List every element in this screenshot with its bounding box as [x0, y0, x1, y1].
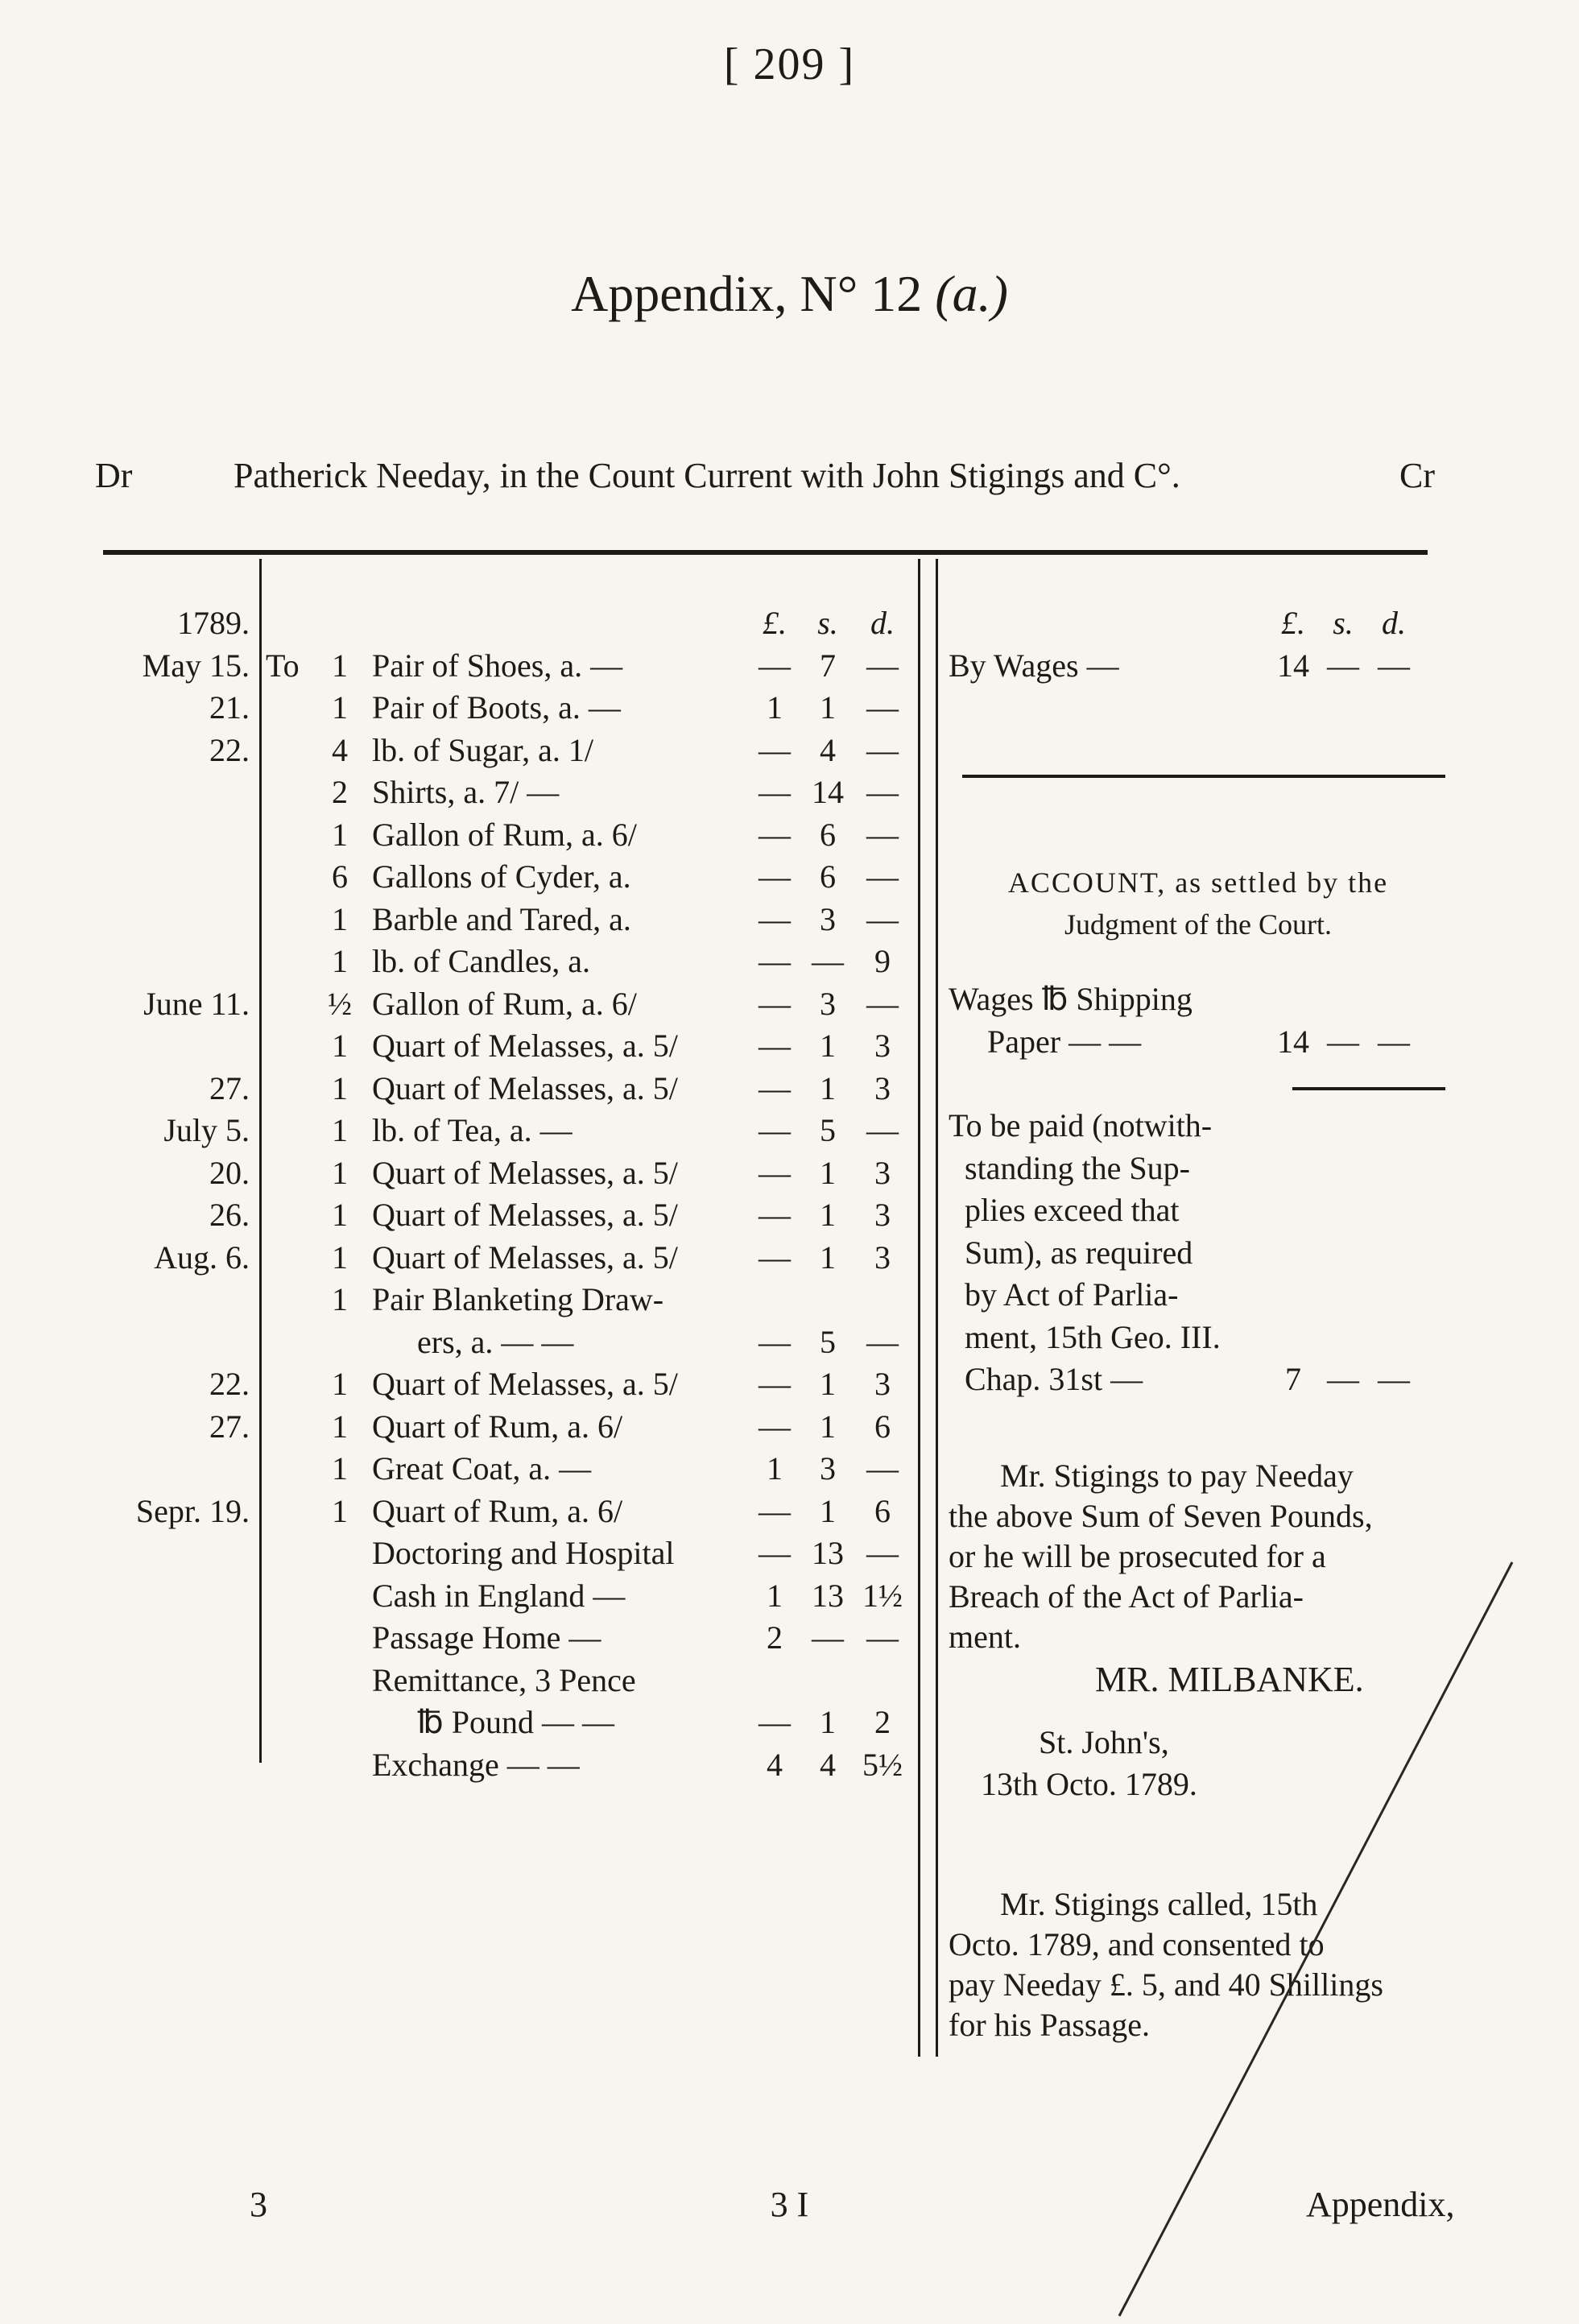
- debit-pence: 5½: [862, 1746, 903, 1783]
- debit-shillings: 6: [820, 816, 836, 853]
- debit-pounds: —: [758, 647, 791, 684]
- debit-description: ers, a. — —: [417, 1323, 574, 1360]
- settlement-heading-line1: ACCOUNT, as settled by the: [1007, 866, 1389, 899]
- judgment-date: 13th Octo. 1789.: [981, 1766, 1197, 1802]
- footer-number: 3 I: [770, 2185, 809, 2224]
- judgment-line: Breach of the Act of Parlia-: [949, 1578, 1304, 1615]
- debit-date: 21.: [209, 689, 250, 726]
- debit-pence: —: [866, 985, 899, 1022]
- to-be-paid-pence: —: [1378, 1361, 1410, 1397]
- debit-description: Quart of Melasses, a. 5/: [372, 1239, 678, 1276]
- debit-description: Great Coat, a. —: [372, 1450, 592, 1487]
- debit-description: Quart of Melasses, a. 5/: [372, 1069, 678, 1106]
- debit-shillings: 1: [820, 1704, 836, 1740]
- debit-date: May 15.: [142, 647, 250, 684]
- debit-date: July 5.: [163, 1112, 250, 1148]
- debit-pence: 3: [874, 1366, 891, 1402]
- debit-description: Barble and Tared, a.: [372, 900, 631, 937]
- credit-pounds-heading: £.: [1281, 605, 1305, 641]
- debit-shillings: 3: [820, 1450, 836, 1487]
- debit-quantity: 1: [332, 1239, 348, 1276]
- debit-shillings: 5: [820, 1112, 836, 1148]
- debit-pence: —: [866, 731, 899, 768]
- debit-shillings: 1: [820, 1154, 836, 1191]
- debit-pounds: —: [758, 816, 791, 853]
- debit-quantity: 1: [332, 1112, 348, 1148]
- debit-pounds: 1: [767, 1450, 783, 1487]
- debit-shillings: —: [812, 1619, 844, 1656]
- debit-pence: —: [866, 689, 899, 726]
- debit-pounds: 2: [767, 1619, 783, 1656]
- debit-pounds-heading: £.: [763, 605, 787, 641]
- wages-pounds: 14: [1277, 1023, 1309, 1060]
- debit-shillings: 5: [820, 1323, 836, 1360]
- debit-quantity: 1: [332, 1069, 348, 1106]
- debit-pence: 2: [874, 1704, 891, 1740]
- debit-date: 26.: [209, 1197, 250, 1233]
- debit-pounds: —: [758, 985, 791, 1022]
- debit-shillings: 13: [812, 1577, 844, 1614]
- debit-shillings: 1: [820, 1197, 836, 1233]
- debit-description: Gallons of Cyder, a.: [372, 858, 631, 895]
- debit-pounds: —: [758, 1028, 791, 1064]
- debit-shillings: 14: [812, 774, 844, 810]
- debit-description: Doctoring and Hospital: [372, 1535, 675, 1571]
- debit-pounds: —: [758, 774, 791, 810]
- debit-pence: —: [866, 1112, 899, 1148]
- debit-pence: 9: [874, 943, 891, 979]
- debit-pounds: 4: [767, 1746, 783, 1783]
- debit-shillings: 1: [820, 1069, 836, 1106]
- debit-description: Gallon of Rum, a. 6/: [372, 816, 637, 853]
- wages-pence: —: [1378, 1023, 1410, 1060]
- credit-shillings-heading: s.: [1333, 605, 1354, 641]
- debit-pence: 3: [874, 1197, 891, 1233]
- debit-shillings: 6: [820, 858, 836, 895]
- debit-quantity: 1: [332, 816, 348, 853]
- debit-description: Quart of Melasses, a. 5/: [372, 1028, 678, 1064]
- debit-shillings: 3: [820, 985, 836, 1022]
- debit-pence: 3: [874, 1069, 891, 1106]
- debit-description: Quart of Rum, a. 6/: [372, 1408, 623, 1445]
- debit-quantity: 1: [332, 900, 348, 937]
- debit-pounds: —: [758, 1197, 791, 1233]
- debit-shillings: 1: [820, 1028, 836, 1064]
- debit-description: Quart of Melasses, a. 5/: [372, 1366, 678, 1402]
- debit-description: Quart of Melasses, a. 5/: [372, 1197, 678, 1233]
- debit-description: Exchange — —: [372, 1746, 580, 1783]
- note-line: pay Needay £. 5, and 40 Shillings: [949, 1966, 1383, 2003]
- debit-prefix: To: [266, 647, 300, 684]
- note-line: Octo. 1789, and consented to: [949, 1926, 1325, 1962]
- debit-quantity: 1: [332, 1366, 348, 1402]
- debit-pounds: 1: [767, 689, 783, 726]
- debit-shillings: 1: [820, 1408, 836, 1445]
- to-be-paid-text: ment, 15th Geo. III.: [965, 1318, 1221, 1355]
- page-number: [ 209 ]: [723, 39, 856, 89]
- debit-pounds: —: [758, 731, 791, 768]
- debit-quantity: 6: [332, 858, 348, 895]
- debit-pounds: —: [758, 1408, 791, 1445]
- debit-quantity: 1: [332, 1492, 348, 1529]
- debit-shillings: 13: [812, 1535, 844, 1571]
- debit-shillings: 1: [820, 689, 836, 726]
- debit-description: lb. of Candles, a.: [372, 943, 591, 979]
- to-be-paid-shillings: —: [1327, 1361, 1359, 1397]
- debit-shillings: 4: [820, 731, 836, 768]
- debit-description: lb. of Sugar, a. 1/: [372, 731, 594, 768]
- debit-date: 22.: [209, 731, 250, 768]
- debit-pence-heading: d.: [870, 605, 895, 641]
- debit-quantity: 1: [332, 943, 348, 979]
- debit-shillings: 7: [820, 647, 836, 684]
- debit-date: 27.: [209, 1069, 250, 1106]
- note-line: Mr. Stigings called, 15th: [1000, 1886, 1318, 1922]
- settlement-heading-line2: Judgment of the Court.: [1064, 908, 1332, 941]
- debit-date: 27.: [209, 1408, 250, 1445]
- debit-pounds: —: [758, 1535, 791, 1571]
- signature-mark: 3: [250, 2185, 267, 2224]
- debit-pence: 1½: [862, 1577, 903, 1614]
- debit-pence: —: [866, 1450, 899, 1487]
- debit-date: 22.: [209, 1366, 250, 1402]
- debit-quantity: 1: [332, 647, 348, 684]
- judge-signature: MR. MILBANKE.: [1095, 1660, 1364, 1699]
- debit-quantity: 1: [332, 1408, 348, 1445]
- debit-quantity: 1: [332, 1028, 348, 1064]
- catchword: Appendix,: [1306, 2185, 1455, 2224]
- judgment-line: or he will be prosecuted for a: [949, 1538, 1326, 1574]
- to-be-paid-text: plies exceed that: [965, 1192, 1180, 1228]
- debit-pence: —: [866, 647, 899, 684]
- debit-date: Aug. 6.: [154, 1239, 250, 1276]
- wages-shillings: —: [1327, 1023, 1359, 1060]
- debit-pounds: —: [758, 1323, 791, 1360]
- judgment-line: Mr. Stigings to pay Needay: [1000, 1458, 1354, 1494]
- debit-quantity: 2: [332, 774, 348, 810]
- debit-pence: —: [866, 858, 899, 895]
- judgment-place: St. John's,: [1039, 1724, 1169, 1760]
- debit-description: ℔ Pound — —: [417, 1704, 614, 1740]
- debit-quantity: 1: [332, 1281, 348, 1317]
- debit-pence: 3: [874, 1154, 891, 1191]
- debit-pounds: 1: [767, 1577, 783, 1614]
- debit-pence: —: [866, 900, 899, 937]
- debit-shillings: —: [812, 943, 844, 979]
- debit-shillings-heading: s.: [817, 605, 838, 641]
- debit-date: June 11.: [143, 985, 250, 1022]
- debit-description: Passage Home —: [372, 1619, 601, 1656]
- debit-pounds: —: [758, 943, 791, 979]
- debit-pounds: —: [758, 1112, 791, 1148]
- debit-pounds: —: [758, 858, 791, 895]
- wages-line2: Paper — —: [987, 1023, 1142, 1060]
- debit-pence: —: [866, 774, 899, 810]
- title-suffix: (a.): [935, 265, 1008, 322]
- debit-shillings: 1: [820, 1492, 836, 1529]
- wages-line1: Wages ℔ Shipping: [949, 981, 1193, 1017]
- debit-quantity: 1: [332, 689, 348, 726]
- debit-description: Pair Blanketing Draw-: [372, 1281, 664, 1317]
- debit-quantity: 1: [332, 1197, 348, 1233]
- judgment-line: ment.: [949, 1619, 1021, 1655]
- debit-pence: —: [866, 816, 899, 853]
- credit-pence-heading: d.: [1382, 605, 1406, 641]
- debit-shillings: 4: [820, 1746, 836, 1783]
- debit-pence: —: [866, 1619, 899, 1656]
- debit-description: Pair of Boots, a. —: [372, 689, 621, 726]
- debit-pence: 3: [874, 1239, 891, 1276]
- debit-pounds: —: [758, 1069, 791, 1106]
- debit-pounds: —: [758, 1492, 791, 1529]
- debit-shillings: 3: [820, 900, 836, 937]
- debit-date: 20.: [209, 1154, 250, 1191]
- to-be-paid-text: Sum), as required: [965, 1234, 1193, 1271]
- debit-pence: 3: [874, 1028, 891, 1064]
- debit-pounds: —: [758, 1704, 791, 1740]
- debit-date: 1789.: [177, 605, 250, 641]
- judgment-line: the above Sum of Seven Pounds,: [949, 1498, 1373, 1534]
- to-be-paid-text: standing the Sup-: [965, 1149, 1190, 1186]
- debit-pence: —: [866, 1535, 899, 1571]
- debit-description: Quart of Rum, a. 6/: [372, 1492, 623, 1529]
- to-be-paid-text: Chap. 31st —: [965, 1361, 1143, 1397]
- credit-entry-pence: —: [1378, 647, 1410, 684]
- debtor-abbrev: Dr: [95, 456, 133, 495]
- debit-description: Quart of Melasses, a. 5/: [372, 1154, 678, 1191]
- debit-description: Pair of Shoes, a. —: [372, 647, 623, 684]
- account-heading: Patherick Needay, in the Count Current with John Stigings and C°.: [234, 456, 1180, 495]
- to-be-paid-text: by Act of Parlia-: [965, 1276, 1179, 1313]
- debit-description: Shirts, a. 7/ —: [372, 774, 560, 810]
- debit-pence: —: [866, 1323, 899, 1360]
- debit-pounds: —: [758, 1239, 791, 1276]
- debit-quantity: 1: [332, 1154, 348, 1191]
- debit-date: Sepr. 19.: [135, 1492, 250, 1529]
- credit-entry-shillings: —: [1327, 647, 1359, 684]
- debit-description: Cash in England —: [372, 1577, 626, 1614]
- debit-quantity: ½: [328, 985, 352, 1022]
- debit-shillings: 1: [820, 1366, 836, 1402]
- title-main: Appendix, N° 12: [571, 265, 923, 322]
- debit-pounds: —: [758, 900, 791, 937]
- debit-description: Gallon of Rum, a. 6/: [372, 985, 637, 1022]
- debit-pounds: —: [758, 1366, 791, 1402]
- credit-entry-pounds: 14: [1277, 647, 1309, 684]
- to-be-paid-text: To be paid (notwith-: [949, 1107, 1213, 1143]
- debit-pence: 6: [874, 1408, 891, 1445]
- debit-description: lb. of Tea, a. —: [372, 1112, 572, 1148]
- debit-description: Remittance, 3 Pence: [372, 1661, 636, 1698]
- debit-quantity: 4: [332, 731, 348, 768]
- debit-shillings: 1: [820, 1239, 836, 1276]
- creditor-abbrev: Cr: [1399, 456, 1435, 495]
- debit-quantity: 1: [332, 1450, 348, 1487]
- debit-pounds: —: [758, 1154, 791, 1191]
- to-be-paid-pounds: 7: [1285, 1361, 1301, 1397]
- note-line: for his Passage.: [949, 2007, 1150, 2043]
- debit-pence: 6: [874, 1492, 891, 1529]
- credit-entry-label: By Wages —: [949, 647, 1119, 684]
